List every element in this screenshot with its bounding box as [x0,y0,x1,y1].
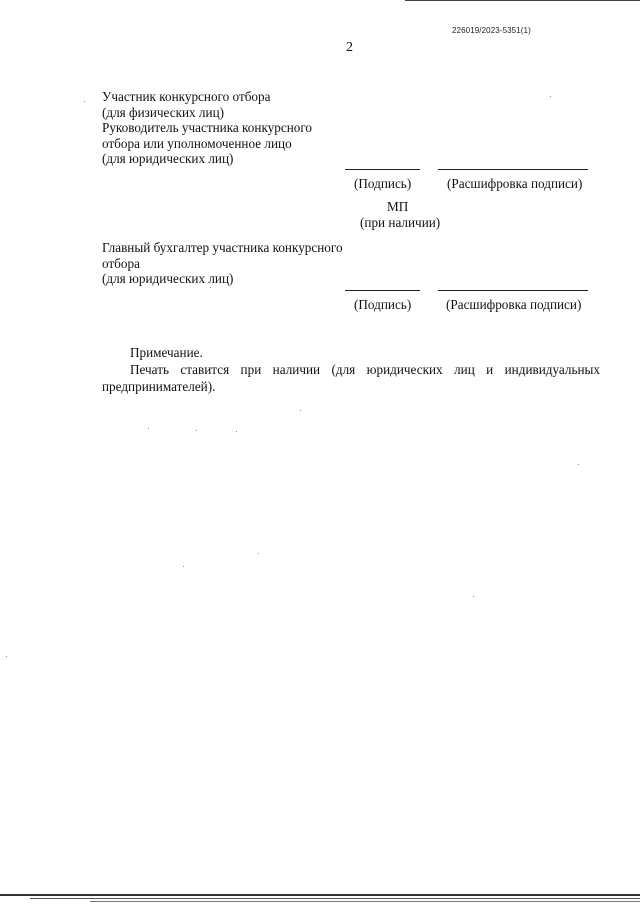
note-title: Примечание. [130,345,203,360]
scan-speck [148,428,149,429]
document-id: 226019/2023-5351(1) [452,26,531,35]
scan-speck [258,553,259,554]
participant-line: Участник конкурсного отбора [102,89,271,104]
participant-block [102,89,312,167]
note-body-line-1: Печать ставится при наличии (для юридических лиц и индивидуальных [130,362,600,377]
scan-speck [300,410,301,411]
accountant-block [102,240,343,287]
note-body [102,362,600,378]
seal-condition: (при наличии) [360,215,441,230]
participant-line: (для юридических лиц) [102,151,234,167]
scan-speck [84,101,85,102]
signature-line-1 [345,169,420,170]
participant-line: (для физических лиц) [102,104,225,120]
scan-speck [550,96,551,97]
scan-speck [196,430,197,431]
seal-label: МП [387,199,409,214]
note-body-line-2: предпринимателей). [102,379,216,394]
scan-bottom-edge-rule [0,894,640,896]
scan-speck [236,431,237,432]
scan-bottom-edge-rule [30,898,640,899]
participant-line: Руководитель участника конкурсного [102,120,313,136]
signature-caption-1: (Подпись) [354,176,412,191]
decoding-line-1 [438,169,588,170]
scan-bottom-edge-rule [90,901,640,902]
scan-top-edge-rule [405,0,640,1]
scan-speck [183,566,184,567]
accountant-line: Главный бухгалтер участника конкурсного [102,240,343,255]
signature-line-2 [345,290,420,291]
accountant-line: (для юридических лиц) [102,271,234,287]
signature-caption-2: (Подпись) [354,297,412,312]
scan-speck [6,656,7,657]
decoding-caption-2: (Расшифровка подписи) [446,297,582,312]
scan-speck [578,464,579,465]
decoding-line-2 [438,290,588,291]
scan-speck [210,287,211,288]
decoding-caption-1: (Расшифровка подписи) [447,176,583,191]
scan-speck [473,596,474,597]
participant-line: отбора или уполномоченное лицо [102,135,292,151]
accountant-line: отбора [102,255,140,271]
page-number: 2 [346,40,353,55]
